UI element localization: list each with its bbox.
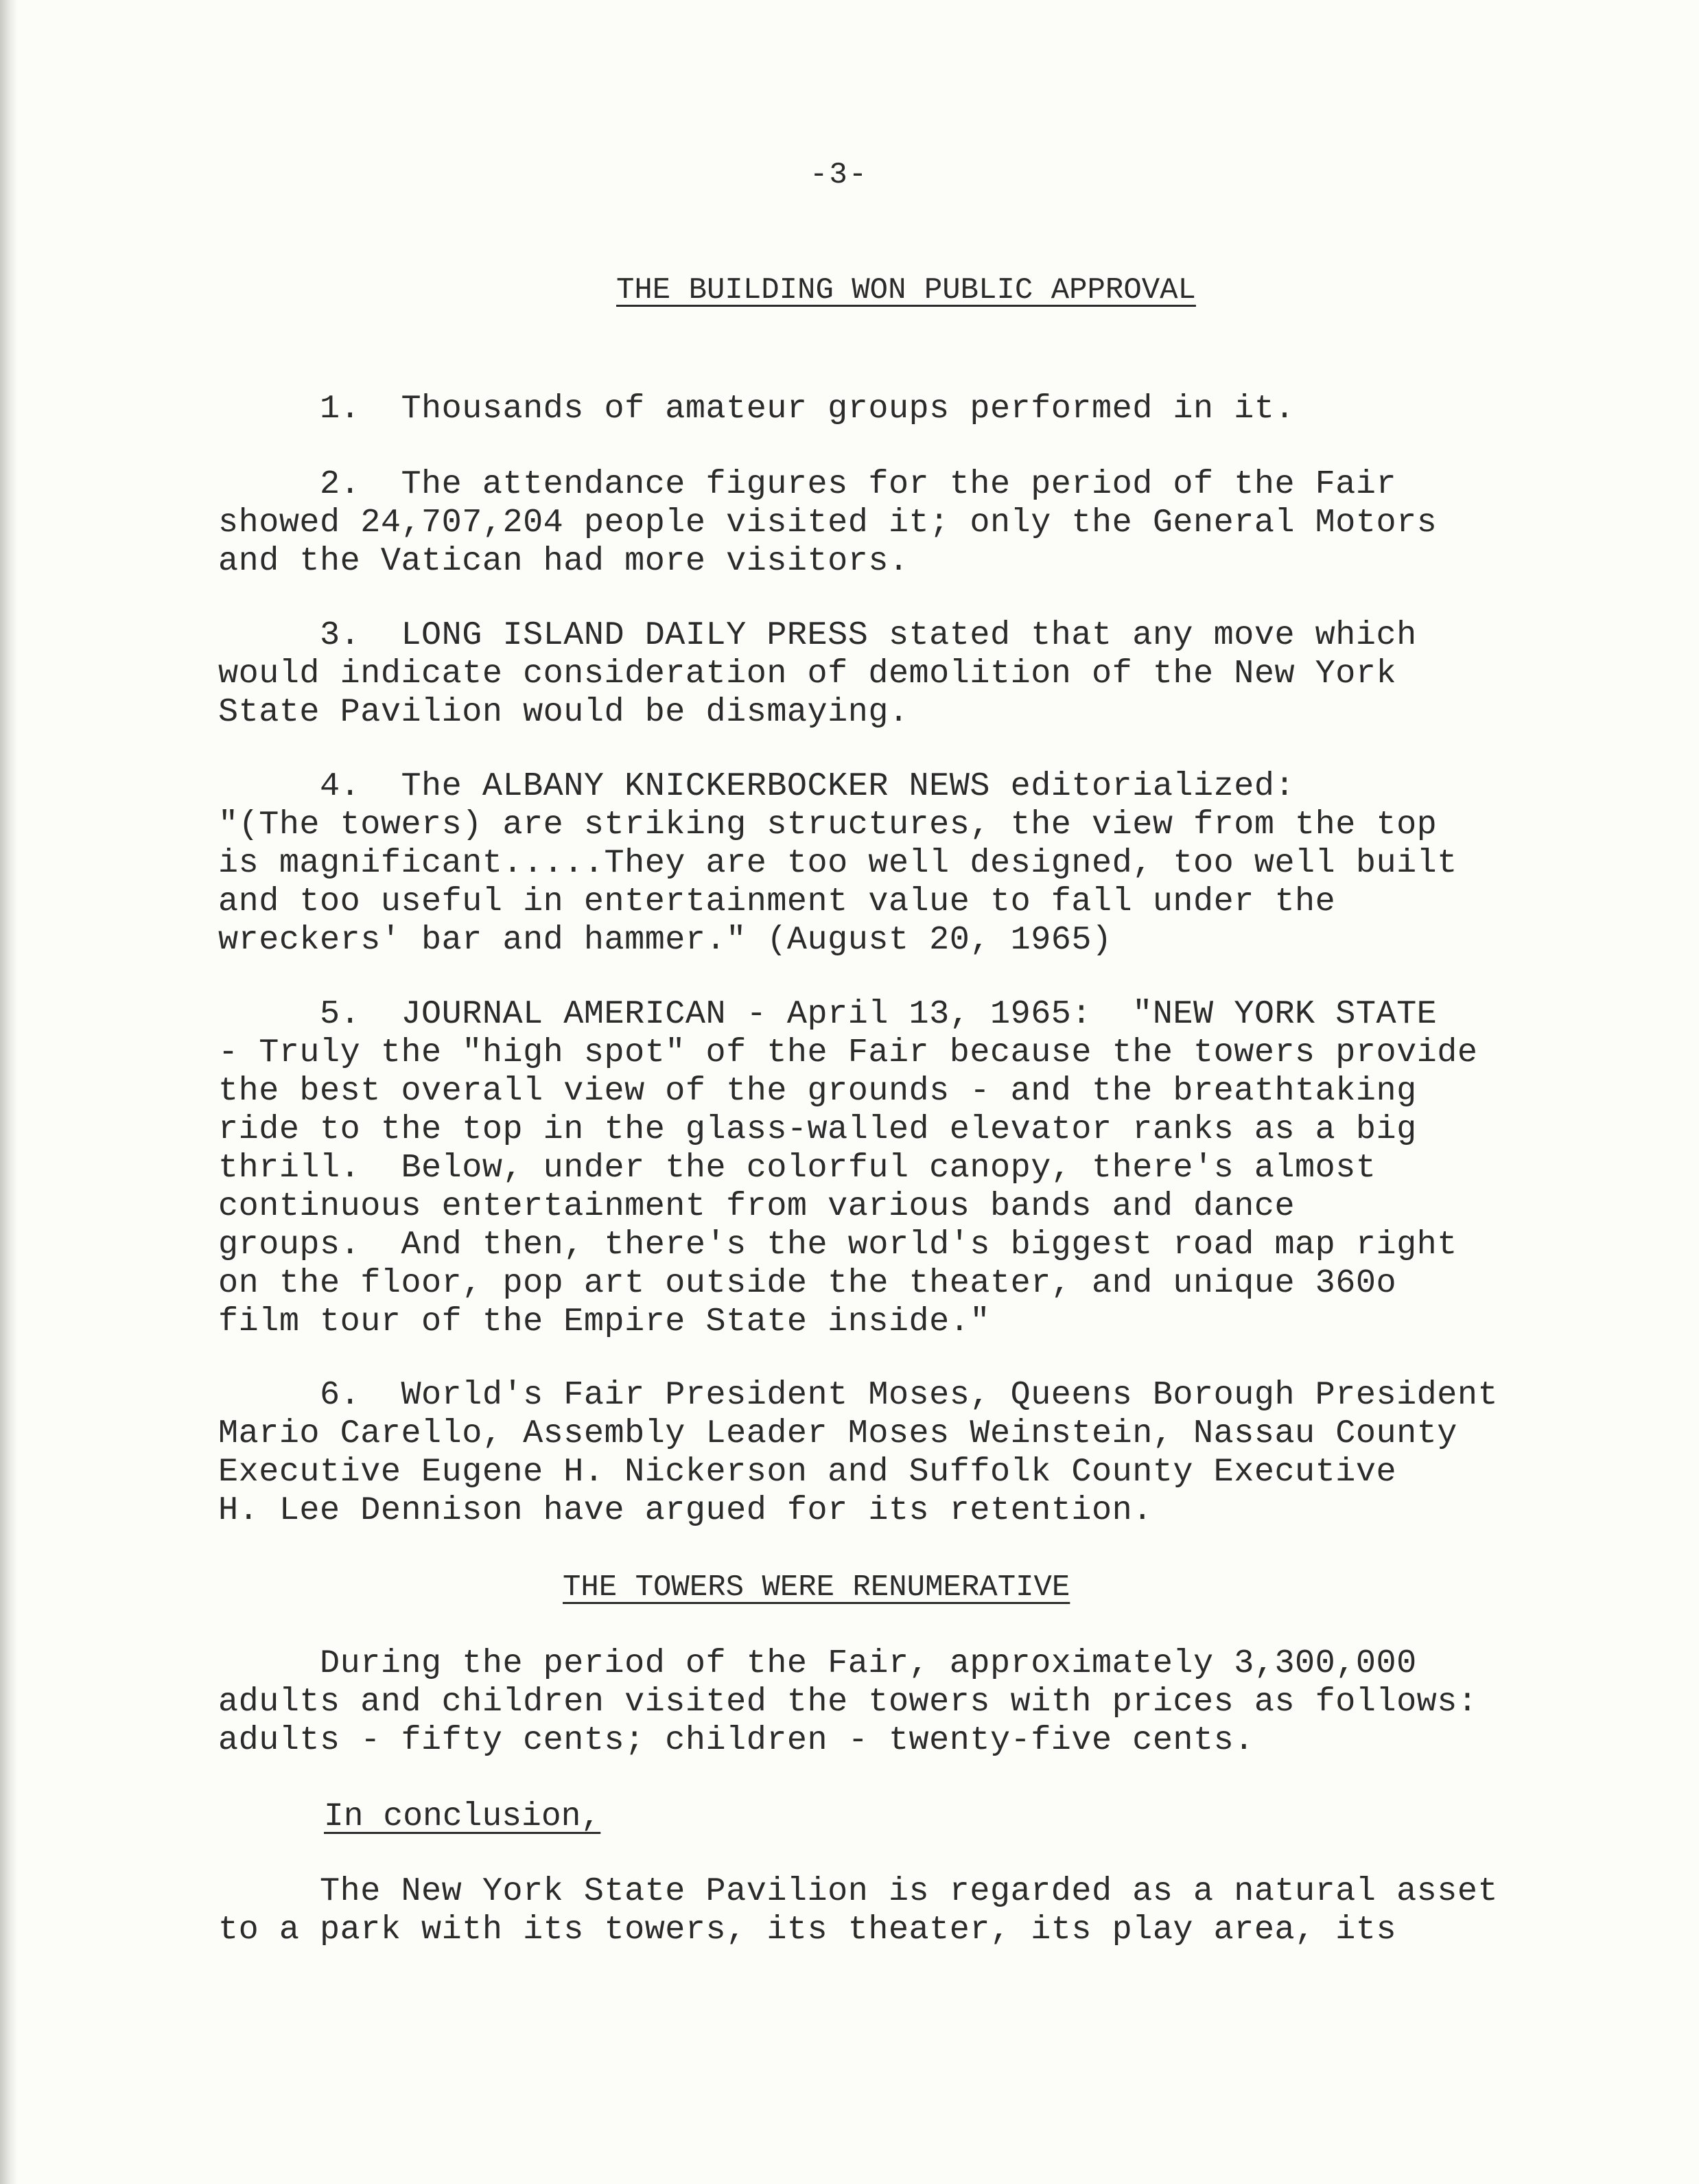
conclusion-paragraph: The New York State Pavilion is regarded as a natural asset to a park with its towers, its theater, its play area, its xyxy=(218,1872,1499,1949)
list-item-1: 1. Thousands of amateur groups performed in it. xyxy=(218,390,1296,428)
list-item-2: 2. The attendance figures for the period of the Fair showed 24,707,204 people visited it; only the General Motors and the Vatican had more visitors. xyxy=(218,465,1438,580)
list-item-5: 5. JOURNAL AMERICAN - April 13, 1965: "NEW YORK STATE - Truly the "high spot" of the Fair because the towers provide the best overall view of the grounds - and the breathtaking ride to the top in the glass-walled elevator ranks as a big thrill. Below, under the colorful canopy, there's almost continuous entertainment from various bands and dance groups. And then, there's the world's biggest road map right on the floor, pop art outside the theater, and unique 360o film tour of the Empire State inside." xyxy=(218,995,1478,1340)
list-item-6: 6. World's Fair President Moses, Queens Borough President Mario Carello, Assembly Leader Moses Weinstein, Nassau County Executive Eugene H. Nickerson and Suffolk County Executive H. Lee Dennison have argued for its retention. xyxy=(218,1376,1499,1529)
section-heading-public-approval: THE BUILDING WON PUBLIC APPROVAL xyxy=(616,273,1196,307)
list-item-4: 4. The ALBANY KNICKERBOCKER NEWS editorialized: "(The towers) are striking structures, the view from the top is magnificant.....They are too well designed, too well built and too useful in entertainment value to fall under the wreckers' bar and hammer." (August 20, 1965) xyxy=(218,767,1457,959)
conclusion-heading: In conclusion, xyxy=(324,1798,601,1835)
renumerative-paragraph: During the period of the Fair, approximately 3,300,000 adults and children visited the towers with prices as follows: adults - fifty cents; children - twenty-five cents. xyxy=(218,1645,1478,1759)
list-item-3: 3. LONG ISLAND DAILY PRESS stated that any move which would indicate consideration of demolition of the New York State Pavilion would be dismaying. xyxy=(218,616,1417,731)
page-number: -3- xyxy=(810,158,869,192)
page-edge-shadow xyxy=(0,0,18,2184)
section-heading-renumerative: THE TOWERS WERE RENUMERATIVE xyxy=(563,1570,1070,1605)
